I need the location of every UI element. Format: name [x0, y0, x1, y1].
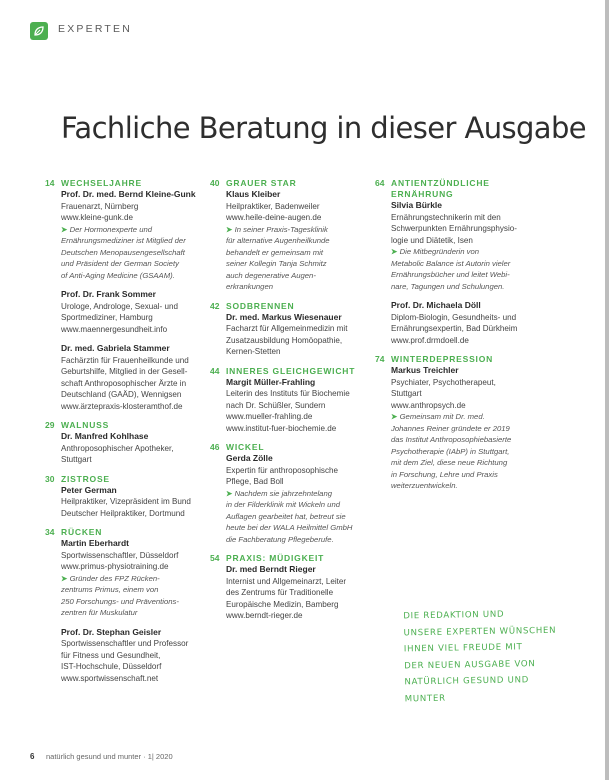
expert-note-text: Nachdem sie jahrzehntelang in der Filderklinik mit Wickeln und Auflagen gearbeitet hat, betreut sie heute bei der WALA Heilmittel GmbH die Fachberatung Pflegeberufe.	[226, 488, 353, 544]
arrow-icon: ➤	[61, 224, 70, 234]
expert-description: Urologe, Androloge, Sexual- und Sportmediziner, Hamburg www.maennergesundheit.info	[61, 301, 178, 334]
expert-note-text: Die Mitbegründerin von Metabolic Balance ist Autorin vieler Ernährungsbücher und leitet Webi- nare, Tagungen und Schulungen.	[391, 247, 511, 291]
page-number: 46	[210, 442, 220, 452]
topic-entry	[210, 553, 376, 622]
expert-note	[226, 488, 376, 546]
page-number: 64	[375, 178, 385, 188]
expert-name: Gerda Zölle	[226, 453, 273, 463]
topic-heading: WINTERDEPRESSION	[391, 354, 494, 364]
expert-description: Frauenarzt, Nürnberg www.kleine-gunk.de	[61, 201, 139, 222]
expert-description: Psychiater, Psychotherapeut, Stuttgart www.anthropsych.de	[391, 377, 496, 410]
footer-page-number: 6	[30, 752, 35, 761]
expert	[391, 200, 551, 292]
topic-heading: RÜCKEN	[61, 527, 103, 537]
page-edge	[605, 0, 609, 780]
topic-entry	[210, 300, 376, 358]
page-number: 74	[375, 354, 385, 364]
arrow-icon: ➤	[391, 247, 400, 256]
column-2	[210, 178, 376, 630]
topic-heading: GRAUER STAR	[226, 178, 297, 188]
expert-description: Internist und Allgemeinarzt, Leiter des Zentrums für Traditionelle Europäische Medizin, Bamberg www.berndt-rieger.de	[226, 576, 347, 620]
expert-name: Dr. Manfred Kohlhase	[61, 431, 149, 441]
page-number: 34	[45, 527, 55, 537]
topic-heading: INNERES GLEICHGEWICHT	[226, 365, 356, 376]
page-number: 54	[210, 553, 220, 563]
page-number: 30	[45, 473, 55, 484]
expert-description: Heilpraktiker, Badenweiler www.heile-deine-augen.de	[226, 201, 322, 222]
expert-note	[391, 411, 551, 492]
expert	[61, 343, 221, 412]
expert-note	[61, 224, 221, 282]
expert-description: Leiterin des Instituts für Biochemie nach Dr. Schüßler, Sundern www.mueller-frahling.de www.institut-fuer-biochemie.de	[226, 389, 350, 433]
expert-name: Martin Eberhardt	[61, 538, 130, 548]
expert-name: Dr. med. Markus Wiesenauer	[226, 311, 342, 322]
topic-entry	[210, 442, 376, 545]
footer-magazine-info: natürlich gesund und munter · 1| 2020	[46, 752, 173, 761]
expert-name: Prof. Dr. Michaela Döll	[391, 300, 481, 310]
column-3	[375, 178, 551, 500]
expert	[226, 564, 376, 622]
expert-name: Markus Treichler	[391, 365, 459, 375]
expert-description: Fachärztin für Frauenheilkunde und Geburtshilfe, Mitglied in der Gesell- schaft Anthroposophischer Ärzte in Deutschland (GAÄD), Wennigsen www.ärztepraxis-klosteramthof.de	[61, 355, 189, 411]
column-1	[45, 178, 221, 692]
expert-name: Margit Müller-Frahling	[226, 376, 316, 387]
expert-description: Facharzt für Allgemeinmedizin mit Zusatzausbildung Homöopathie, Kernen-Stetten	[226, 324, 348, 356]
handwritten-greeting: DIE REDAKTION UND UNSERE EXPERTEN WÜNSCHEN IHNEN VIEL FREUDE MIT DER NEUEN AUSGABE VON NATÜRLICH GESUND UND MUNTER	[403, 609, 557, 704]
page-number: 29	[45, 420, 55, 430]
expert	[391, 300, 551, 346]
expert	[226, 377, 376, 435]
expert-description: Sportwissenschaftler, Düsseldorf www.primus-physiotraining.de	[61, 550, 179, 571]
expert-name: Silvia Bürkle	[391, 200, 443, 210]
expert-note	[61, 573, 221, 619]
topic-entry	[45, 420, 221, 466]
expert	[226, 189, 376, 293]
expert	[61, 538, 221, 619]
topic-heading: ANTIENTZÜNDLICHE ERNÄHRUNG	[391, 178, 490, 199]
topic-heading: WALNUSS	[61, 420, 110, 430]
topic-heading: PRAXIS: MÜDIGKEIT	[226, 553, 325, 563]
expert-description: Diplom-Biologin, Gesundheits- und Ernährungsexpertin, Bad Dürkheim www.prof.drmdoell.de	[391, 312, 518, 345]
expert-name: Dr. med Berndt Rieger	[226, 564, 316, 574]
topic-heading: ZISTROSE	[61, 473, 110, 484]
topic-entry	[210, 365, 376, 435]
expert	[61, 289, 221, 335]
page-number: 14	[45, 178, 55, 188]
expert-name: Prof. Dr. med. Bernd Kleine-Gunk	[61, 189, 196, 199]
expert	[226, 312, 376, 358]
expert-note-text: In seiner Praxis-Tagesklinik für alternative Augenheilkunde behandelt er gemeinsam mit seiner Kollegin Tanja Schmitz auch degenerative Augen- erkrankungen	[226, 224, 330, 291]
page-title: Fachliche Beratung in dieser Ausgabe	[61, 111, 587, 145]
expert-name: Prof. Dr. Frank Sommer	[61, 289, 156, 299]
topic-heading: WECHSELJAHRE	[61, 178, 142, 188]
topic-entry	[45, 178, 221, 412]
expert-note-text: Gründer des FPZ Rücken- zentrums Primus, einem von 250 Forschungs- und Präventions- zentren für Muskulatur	[61, 573, 179, 617]
arrow-icon: ➤	[61, 573, 70, 583]
expert-description: Ernährungstechnikerin mit den Schwerpunkten Ernährungsphysio- logie und Diätetik, Isen	[391, 212, 517, 245]
expert-note-text: Gemeinsam mit Dr. med. Johannes Reiner gründete er 2019 das Institut Anthroposophiebasierte Psychotherapie (IAbP) in Stuttgart, mit dem Ziel, diese neue Richtung in Forschung, Lehre und Praxis weiterzuentwickeln.	[391, 412, 512, 490]
topic-entry	[375, 354, 551, 492]
page-number: 44	[210, 365, 220, 376]
topic-entry	[375, 178, 551, 346]
expert	[226, 453, 376, 545]
expert-name: Prof. Dr. Stephan Geisler	[61, 626, 162, 637]
arrow-icon: ➤	[226, 224, 235, 234]
arrow-icon: ➤	[391, 412, 400, 421]
page-number: 42	[210, 300, 220, 311]
page-number: 40	[210, 178, 220, 188]
expert-description: Heilpraktiker, Vizepräsident im Bund Deutscher Heilpraktiker, Dortmund	[61, 497, 191, 518]
expert-note	[226, 224, 376, 293]
topic-entry	[45, 527, 221, 684]
expert-name: Klaus Kleiber	[226, 189, 281, 199]
expert-note-text: Der Hormonexperte und Ernährungsmediziner ist Mitglied der Deutschen Menopausengesellschaft und Präsident der German Society of Anti-Aging Medicine (GSAAM).	[61, 224, 186, 280]
topic-heading: SODBRENNEN	[226, 300, 295, 311]
expert	[61, 627, 221, 685]
expert	[61, 485, 221, 520]
topic-heading: WICKEL	[226, 442, 265, 452]
topic-entry	[210, 178, 376, 293]
leaf-icon	[30, 22, 48, 40]
expert-note	[391, 246, 551, 292]
topic-entry	[45, 473, 221, 520]
expert	[61, 431, 221, 466]
expert-name: Dr. med. Gabriela Stammer	[61, 343, 170, 353]
arrow-icon: ➤	[226, 488, 235, 498]
expert-name: Peter German	[61, 484, 117, 495]
expert	[61, 189, 221, 281]
expert-description: Anthroposophischer Apotheker, Stuttgart	[61, 443, 174, 464]
expert-description: Expertin für anthroposophische Pflege, Bad Boll	[226, 465, 339, 486]
section-label: EXPERTEN	[58, 23, 133, 35]
expert-description: Sportwissenschaftler und Professor für Fitness und Gesundheit, IST-Hochschule, Düsseldorf www.sportwissenschaft.net	[61, 639, 189, 683]
expert	[391, 365, 551, 492]
